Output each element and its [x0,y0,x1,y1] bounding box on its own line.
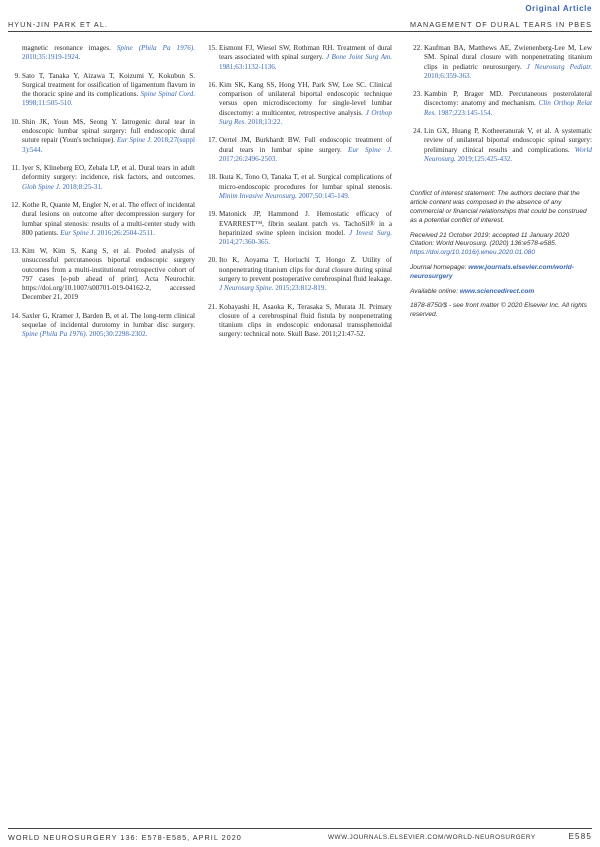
journal-homepage[interactable]: Journal homepage: www.journals.elsevier.com/world-neurosurgery [410,264,574,280]
reference-number: 20. [208,256,217,265]
citation-line: Citation: World Neurosurg. (2020) 136:e578-e585. [410,240,557,248]
received-dates: Received 21 October 2019; accepted 11 January 2020 [410,231,570,239]
reference-item [11,117,195,155]
reference-text: Eismont FJ, Wiesel SW, Rothman RH. Treatment of dural tears associated with spinal surgery. J Bone Joint Surg Am. 1981;63:1132-1136. [219,44,392,71]
reference-text: Sato T, Tanaka Y, Aizawa T, Koizumi Y, Kokubun S. Surgical treatment for ossification of ligamentum flavum in the thoracic spine and its complications. Spine Spinal Cord. 1998;11:505-510. [22,71,195,108]
reference-item [11,311,195,340]
article-notes [410,190,592,320]
footer-rule [8,828,592,829]
reference-item [413,90,592,118]
reference-text: Kim W, Kim S, Kang S, et al. Pooled analysis of unsuccessful percutaneous biportal endoscopic surgery outcomes from a multi-institutional retrospective cohort of 797 cases [e-pub ahead of print]. Acta Neurochir. https://doi.org/10.1007/s00701-019-04162-2, accessed December 21, 2019 [22,247,195,302]
reference-number: 15. [208,44,217,52]
reference-item [413,44,592,81]
reference-number: 9. [14,71,20,80]
references-column-2 [205,44,392,349]
footer-url[interactable]: WWW.JOURNALS.ELSEVIER.COM/WORLD-NEUROSURGERY [328,834,536,841]
running-head-title: MANAGEMENT OF DURAL TEARS IN PBES [410,20,592,29]
conflict-statement: Conflict of interest statement: The authors declare that the article content was composed in the absence of any commercial or financial relationships that could be construed as a potential conflict of interest. [410,190,587,224]
reference-text: Kim SK, Kang SS, Hong YH, Park SW, Lee SC. Clinical comparison of unilateral biportal endoscopic technique versus open microdiscectomy for single-level lumbar discectomy: a multicenter, retrospective analysis. J Orthop Surg Res. 2018;13:22. [219,80,393,126]
reference-number: 13. [11,247,20,256]
reference-item [208,136,392,164]
reference-item [208,256,392,293]
reference-text: Ito K, Aoyama T, Horiuchi T, Hongo Z. Utility of nonpenetrating titanium clips for dural closure during spinal surgery to prevent postoperative cerebrospinal fluid leakage. J Neurosurg Spine. 2015;23:812-819. [219,256,392,293]
reference-text: Matonick JP, Hammond J. Hemostatic efficacy of EVARREST™, fibrin sealant patch vs. TachoSil® in a heparinized swine spleen incision model. J Invest Surg. 2014;27:360-365. [219,210,392,246]
reference-item [11,247,195,303]
reference-item [14,71,195,109]
reference-item [11,164,195,192]
reference-item [208,80,393,127]
reference-number: 18. [208,173,217,182]
reference-number: 19. [208,210,217,219]
reference-text: Oertel JM, Burkhardt BW. Full endoscopic treatment of dural tears in lumbar spine surgery. Eur Spine J. 2017;26:2496-2503. [219,136,392,163]
reference-item [413,127,592,164]
copyright-line: 1878-8750/$ - see front matter © 2020 Elsevier Inc. All rights reserved. [410,302,587,319]
header-rule [8,31,592,32]
running-head-authors: HYUN-JIN PARK ET AL. [8,20,109,29]
reference-number: 10. [11,117,20,126]
references-column-3 [410,44,592,326]
reference-item [208,302,392,340]
reference-number: 14. [11,311,20,320]
reference-number: 22. [413,44,422,52]
section-label: Original Article [525,4,592,13]
reference-text: Kambin P, Brager MD. Percutaneous posterolateral discectomy: anatomy and mechanism. Clin Orthop Relat Res. 1987;223:145-154. [424,90,592,117]
reference-number: 11. [11,164,20,173]
reference-number: 12. [11,201,20,209]
reference-number: 16. [208,80,217,89]
reference-text: Kothe R, Quante M, Engler N, et al. The effect of incidental dural lesions on outcome after decompression surgery for lumbar spinal stenosis: results of a multi-center study with 800 patients. Eur Spine J. 2016;26:2504-2511. [22,201,195,237]
reference-number: 21. [208,302,217,311]
reference-item [208,44,392,72]
reference-text: Shin JK, Youn MS, Seong Y. Iatrogenic dural tear in endoscopic lumbar spinal surgery: full endoscopic dural suture repair (Youn's technique). Eur Spine J. 2018;27(suppl 3):544. [22,117,195,154]
footer-journal: WORLD NEUROSURGERY 136: E578-E585, APRIL 2020 [8,833,242,842]
reference-text: Saxler G, Kramer J, Barden B, et al. The long-term clinical sequelae of incidental durotomy in lumbar disc surgery. Spine (Phila Pa 1976). 2005;30:2298-2302. [22,311,195,339]
reference-number: 24. [413,127,422,136]
reference-number: 17. [208,136,217,145]
reference-text: Kobayashi H, Asaoka K, Terasaka S, Murata JI. Primary closure of a cerebrospinal fluid fistula by nonpenetrating titanium clips in endoscopic endonasal transsphenoidal surgery: technical note. Skull Base. 2011;21:47-52. [219,302,392,339]
available-online[interactable]: Available online: www.sciencedirect.com [410,287,535,295]
reference-item [11,201,195,238]
reference-item [208,173,392,201]
reference-item [208,210,392,247]
reference-text: Iyer S, Klineberg EO, Zebala LP, et al. Dural tears in adult deformity surgery: incidence, risk factors, and outcomes. Glob Spine J. 2018;8:25-31. [22,164,195,191]
reference-text: magnetic resonance images. Spine (Phila Pa 1976). 2010;35:1919-1924. [22,44,195,62]
reference-item [22,44,195,63]
page-number: E585 [568,832,592,841]
doi-line[interactable]: https://doi.org/10.1016/j.wneu.2020.01.080 [410,249,536,257]
references-column-1 [8,44,195,349]
reference-text: Kaufman BA, Matthews AE, Zwienenberg-Lee M, Lew SM. Spinal dural closure with nonpenetrating titanium clips in pediatric neurosurgery. J Neurosurg Pediatr. 2010;6:359-363. [424,44,592,80]
reference-text: Lin GX, Huang P, Kotheeranurak V, et al. A systematic review of unilateral biportal endoscopic spinal surgery: preliminary clinical results and complications. World Neurosurg. 2019;125:425-432. [424,127,592,163]
reference-text: Ikuta K, Tono O, Tanaka T, et al. Surgical complications of micro-endoscopic procedures for lumbar spinal stenosis. Minim Invasive Neurosurg. 2007;50:145-149. [219,173,392,200]
reference-number: 23. [413,90,422,99]
